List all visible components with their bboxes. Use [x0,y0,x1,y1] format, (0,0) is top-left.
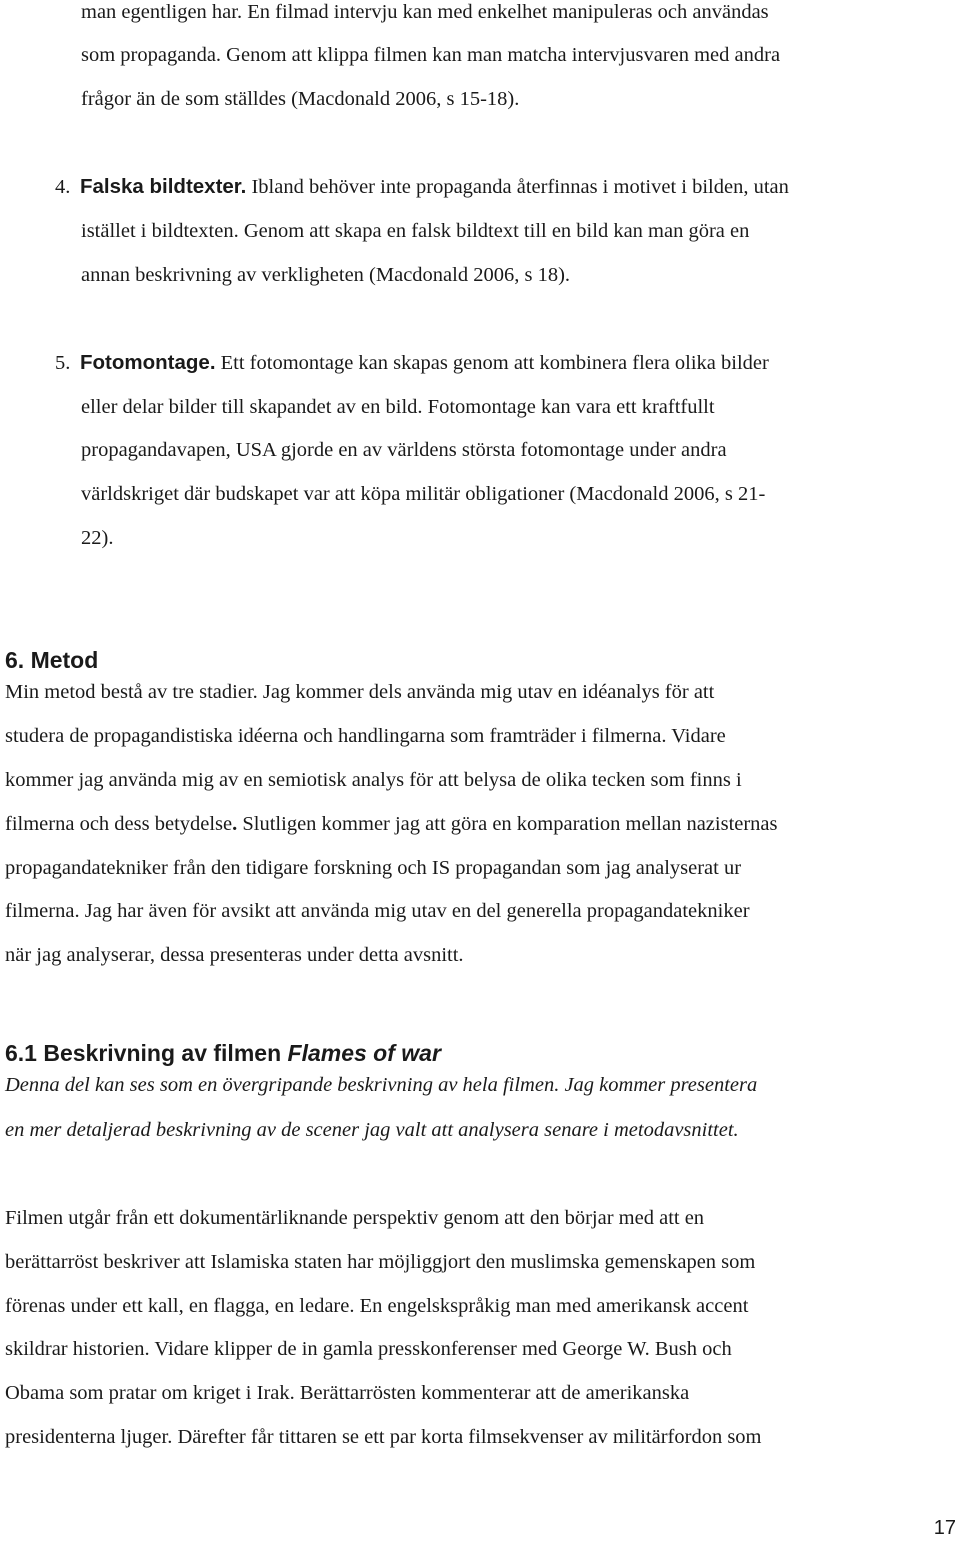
paragraph-line: 22). [81,527,114,549]
italic-line: en mer detaljerad beskrivning av de scener jag valt att analysera senare i metodavsnittet. [5,1119,739,1141]
text-run-bold: . [232,813,238,835]
film-title: Flames of war [287,1040,441,1066]
list-number: 4. [55,176,71,198]
paragraph-line: Min metod bestå av tre stadier. Jag kommer dels använda mig utav en idéanalys för att [5,681,715,703]
paragraph-line: filmerna. Jag har även för avsikt att använda mig utav en del generella propagandatekniker [5,900,750,922]
paragraph-line: världskriget där budskapet var att köpa militär obligationer (Macdonald 2006, s 21- [81,483,766,505]
list-text: Ett fotomontage kan skapas genom att kombinera flera olika bilder [215,352,769,374]
paragraph-line [5,812,960,836]
heading-prefix: 6.1 Beskrivning av filmen [5,1040,288,1066]
paragraph-line: som propaganda. Genom att klippa filmen kan man matcha intervjusvaren med andra [81,44,781,66]
paragraph-line: förenas under ett kall, en flagga, en ledare. En engelskspråkig man med amerikansk accent [5,1295,749,1317]
text-run: Slutligen kommer jag att göra en komparation mellan nazisternas [237,813,778,835]
text-run: filmerna och dess betydelse [5,813,233,835]
paragraph-line: Filmen utgår från ett dokumentärliknande perspektiv genom att den börjar med att en [5,1207,705,1229]
list-number: 5. [55,352,71,374]
subsection-heading [5,1039,441,1067]
paragraph-line: studera de propagandistiska idéerna och handlingarna som framträder i filmerna. Vidare [5,725,726,747]
list-item-4 [55,175,960,199]
paragraph-line: när jag analyserar, dessa presenteras under detta avsnitt. [5,944,464,966]
list-term: Fotomontage. [80,351,216,374]
paragraph-line: berättarröst beskriver att Islamiska staten har möjliggjort den muslimska gemenskapen som [5,1251,756,1273]
paragraph-line: presidenterna ljuger. Därefter får tittaren se ett par korta filmsekvenser av militärfordon som [5,1426,762,1448]
list-term: Falska bildtexter. [80,175,247,198]
paragraph-line: man egentligen har. En filmad intervju kan med enkelhet manipuleras och användas [81,1,769,23]
paragraph-line: frågor än de som ställdes (Macdonald 2006, s 15-18). [81,88,520,110]
paragraph-line: skildrar historien. Vidare klipper de in gamla presskonferenser med George W. Bush och [5,1338,732,1360]
paragraph-line: eller delar bilder till skapandet av en bild. Fotomontage kan vara ett kraftfullt [81,396,715,418]
paragraph-line: annan beskrivning av verkligheten (Macdonald 2006, s 18). [81,264,571,286]
paragraph-line: propagandatekniker från den tidigare forskning och IS propagandan som jag analyserat ur [5,857,742,879]
list-text: Ibland behöver inte propaganda återfinnas i motivet i bilden, utan [246,176,789,198]
paragraph-line: kommer jag använda mig av en semiotisk analys för att belysa de olika tecken som finns i [5,769,742,791]
paragraph-line: Obama som pratar om kriget i Irak. Berättarrösten kommenterar att de amerikanska [5,1382,690,1404]
italic-line: Denna del kan ses som en övergripande beskrivning av hela filmen. Jag kommer presentera [5,1074,758,1096]
paragraph-line: propagandavapen, USA gjorde en av världens största fotomontage under andra [81,439,727,461]
section-heading: 6. Metod [5,647,99,673]
page-number: 17 [933,1517,956,1539]
list-item-5 [55,351,960,375]
paragraph-line: istället i bildtexten. Genom att skapa en falsk bildtext till en bild kan man göra en [81,220,750,242]
